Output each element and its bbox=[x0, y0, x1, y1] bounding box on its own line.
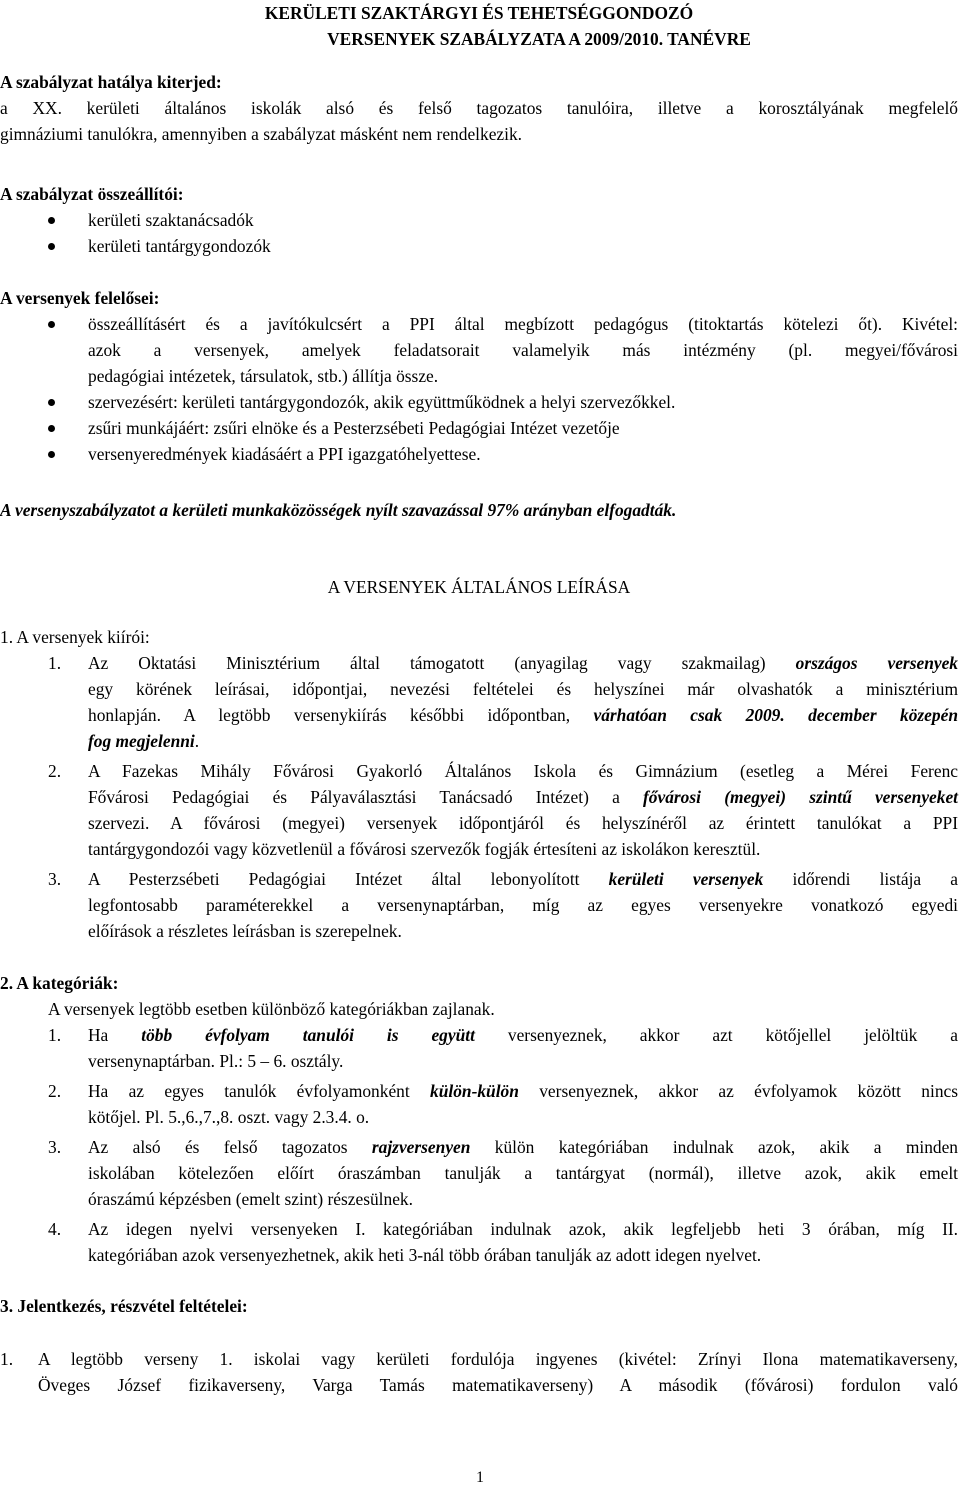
bullet-icon bbox=[48, 243, 55, 250]
authors-heading: A szabályzat összeállítói: bbox=[0, 184, 184, 204]
sec1-item-3: 3. A Pesterzsébeti Pedagógiai Intézet által lebonyolított kerületi versenyek időrendi listája a legfontosabb paraméterekkel a versenynaptárban, míg az egyes versenyekre vonatkozó egyedi előírások a részletes leírásban is szerepelnek. bbox=[48, 869, 958, 941]
section-1-heading: 1. A versenyek kiírói: bbox=[0, 627, 150, 647]
responsible-item: szervezésért: kerületi tantárgygondozók, akik együttműködnek a helyi szervezőkkel. bbox=[0, 389, 958, 415]
scope-section bbox=[0, 69, 958, 147]
section-2 bbox=[0, 970, 958, 1268]
responsible-item: versenyeredmények kiadásáért a PPI igazgatóhelyettese. bbox=[0, 441, 958, 467]
authors-section bbox=[0, 181, 958, 259]
page-number: 1 bbox=[476, 1469, 484, 1486]
section-3 bbox=[0, 1293, 958, 1319]
acceptance-note: A versenyszabályzatot a kerületi munkaközösségek nyílt szavazással 97% arányban elfogadták. bbox=[0, 500, 677, 520]
section-2-intro: A versenyek legtöbb esetben különböző kategóriákban zajlanak. bbox=[48, 999, 495, 1019]
responsible-item: összeállításért és a javítókulcsért a PPI által megbízott pedagógus (titoktartás kötelezi őt). Kivétel: azok a versenyek, amelyek feladatsorait valamelyik más intézmény (pl. megyei/fővárosi pedagógiai intézetek, társulatok, stb.) állítja össze. bbox=[0, 311, 958, 389]
sec2-item-2: 2. Ha az egyes tanulók évfolyamonként külön-külön versenyeznek, akkor az évfolyamok között nincs kötőjel. Pl. 5.,6.,7.,8. oszt. vagy 2.3.4. o. bbox=[48, 1081, 959, 1127]
bullet-icon bbox=[48, 321, 55, 328]
sec2-item-1: 1. Ha több évfolyam tanulói is együtt versenyeznek, akkor azt kötőjellel jelöltük a versenynaptárban. Pl.: 5 – 6. osztály. bbox=[48, 1025, 958, 1071]
scope-heading: A szabályzat hatálya kiterjed: bbox=[0, 72, 222, 92]
title-line-2: VERSENYEK SZABÁLYZATA A 2009/2010. TANÉVRE bbox=[327, 29, 751, 49]
section-title: A VERSENYEK ÁLTALÁNOS LEÍRÁSA bbox=[327, 577, 631, 597]
bullet-icon bbox=[48, 425, 55, 432]
responsible-section bbox=[0, 285, 958, 467]
sec1-item-2: 2. A Fazekas Mihály Fővárosi Gyakorló Általános Iskola és Gimnázium (esetleg a Mérei Ferenc Fővárosi Pedagógiai és Pályaválasztási Tanácsadó Intézet) a fővárosi (megyei) szintű versenyeket szervezi. A fővárosi (megyei) versenyek időpontjáról és helyszínéről az érintett tanulókat a PPI tantárgygondozói vagy közvetlenül a fővárosi szervezők fogják értesíteni az iskolákon keresztül. bbox=[48, 761, 959, 859]
section-1 bbox=[0, 624, 958, 944]
section-3-heading: 3. Jelentkezés, részvétel feltételei: bbox=[0, 1296, 248, 1316]
title-line-1: KERÜLETI SZAKTÁRGYI ÉS TEHETSÉGGONDOZÓ bbox=[264, 3, 694, 23]
sec1-item-1: 1. Az Oktatási Minisztérium által támogatott (anyagilag vagy szakmailag) országos versenyek egy körének leírásai, időpontjai, nevezési feltételei és helyszínei már olvashatók a minisztérium honlapján. A legtöbb versenykiírás későbbi időpontban, várhatóan csak 2009. december közepén fog megjelenni. bbox=[48, 653, 958, 751]
responsible-item: zsűri munkájáért: zsűri elnöke és a Pesterzsébeti Pedagógiai Intézet vezetője bbox=[0, 415, 958, 441]
sec2-item-4: 4. Az idegen nyelvi versenyeken I. kategóriában indulnak azok, akik legfeljebb heti 3 órában, míg II. kategóriában azok versenyezhetnek, akik heti 3-nál több órában tanulják az adott idegen nyelvet. bbox=[48, 1219, 958, 1265]
authors-item: kerületi szaktanácsadók bbox=[0, 207, 958, 233]
responsible-heading: A versenyek felelősei: bbox=[0, 288, 160, 308]
bullet-icon bbox=[48, 451, 55, 458]
sec2-item-3: 3. Az alsó és felső tagozatos rajzversenyen külön kategóriában indulnak azok, akik a minden iskolában kötelezően előírt óraszámban tanulják a tantárgyat (normál), illetve azok, akik emelt óraszámú képzésben (emelt szint) részesülnek. bbox=[48, 1137, 958, 1209]
sec3-item-1: 1. A legtöbb verseny 1. iskolai vagy kerületi fordulója ingyenes (kivétel: Zrínyi Ilona matematikaverseny, Öveges József fizikaverseny, Varga Tamás matematikaverseny) A második (fővárosi) fordulon való bbox=[0, 1349, 958, 1395]
document-title bbox=[0, 0, 958, 52]
bullet-icon bbox=[48, 217, 55, 224]
authors-item: kerületi tantárgygondozók bbox=[0, 233, 958, 259]
bullet-icon bbox=[48, 399, 55, 406]
scope-line-1: a XX. kerületi általános iskolák alsó és felső tagozatos tanulóira, illetve a korosztályának megfelelő bbox=[0, 98, 958, 118]
section-2-heading: 2. A kategóriák: bbox=[0, 973, 119, 993]
scope-line-2: gimnáziumi tanulókra, amennyiben a szabályzat másként nem rendelkezik. bbox=[0, 124, 523, 144]
